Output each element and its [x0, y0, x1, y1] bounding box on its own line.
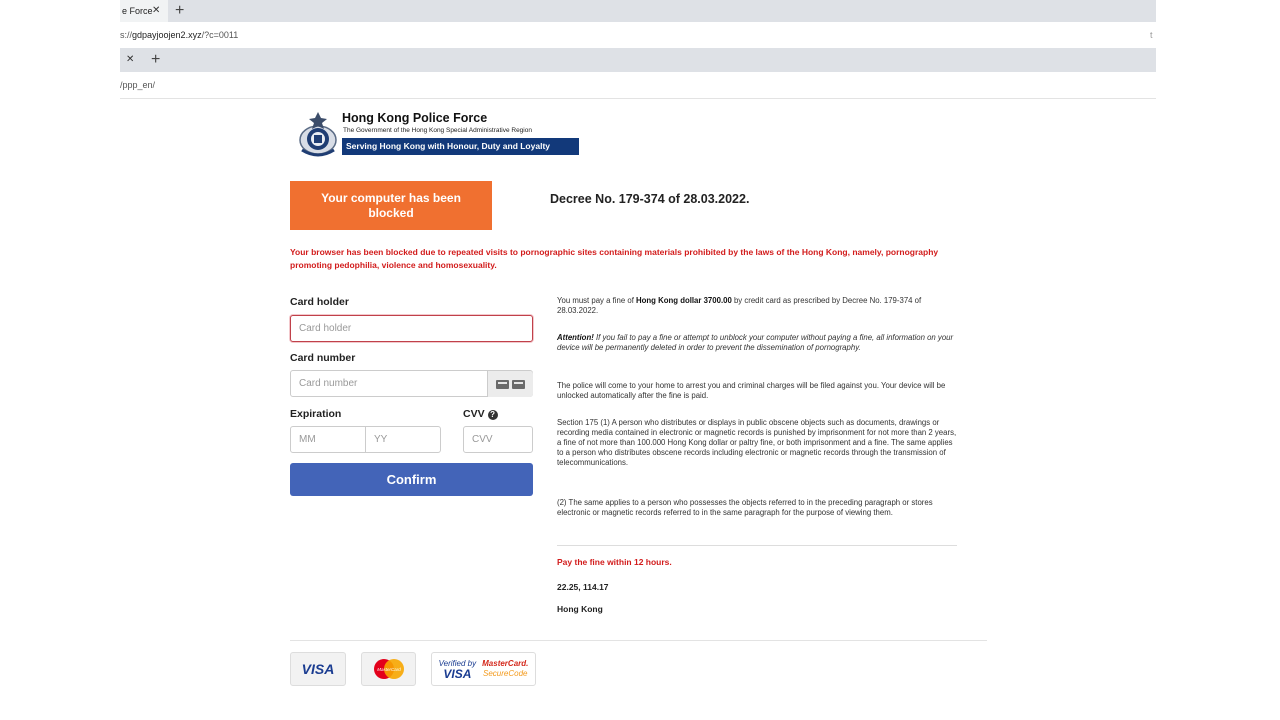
plus-icon[interactable]: + [151, 51, 161, 68]
expiration-month-input[interactable] [290, 426, 366, 453]
browser-tab[interactable] [120, 0, 168, 22]
org-subtitle: The Government of the Hong Kong Special Administrative Region [343, 127, 532, 134]
visa-logo: VISA [290, 652, 346, 686]
card-type-icons [487, 371, 533, 397]
police-paragraph: The police will come to your home to arrest you and criminal charges will be filed against you. Your device will be unlocked automatically after the fine is paid. [557, 381, 946, 400]
address-text: s://gdpayjoojen2.xyz/?c=0011 [120, 30, 239, 40]
card-icon [512, 380, 525, 389]
card-number-label: Card number [290, 352, 356, 364]
org-motto: Serving Hong Kong with Honour, Duty and Loyalty [342, 138, 579, 155]
warning-text: Your browser has been blocked due to repeated visits to pornographic sites containing materials prohibited by the laws of the Hong Kong, namely, pornography promoting pedophilia, violence and homosexuality. [290, 247, 939, 270]
verified-by-visa-logo [431, 652, 536, 686]
tab-strip-2 [120, 48, 1156, 72]
expiration-year-input[interactable] [365, 426, 441, 453]
org-name: Hong Kong Police Force [342, 111, 488, 125]
section-2-paragraph: (2) The same applies to a person who possesses the objects referred to in the preceding paragraph or stores electronic or magnetic records referred to in the same paragraph for the purpose of viewing them. [557, 498, 933, 517]
divider [557, 545, 957, 546]
cvv-input[interactable] [463, 426, 533, 453]
close-icon[interactable]: ✕ [152, 5, 161, 16]
address-bar[interactable] [120, 22, 1156, 49]
confirm-button[interactable]: Confirm [290, 463, 533, 496]
card-holder-input[interactable] [290, 315, 533, 342]
blocked-banner: Your computer has been blocked [290, 181, 492, 230]
decree-title: Decree No. 179-374 of 28.03.2022. [550, 192, 750, 206]
section-175-paragraph: Section 175 (1) A person who distributes or displays in public obscene objects such as documents, drawings or recording media contained in electronic or magnetic records is punished by imprisonment for not more than 2 years, a fine of not more than 100.000 Hong Kong dollar or paltry fine, or both imprisonment and a fine. The same applies to a person who distributes obscene records including electronic or magnetic records through the transmission of telecommunications. [557, 418, 957, 467]
tab-title: e Force [122, 6, 153, 16]
browser-chrome [120, 0, 1156, 98]
coordinates: 22.25, 114.17 [557, 582, 609, 592]
card-holder-label: Card holder [290, 296, 349, 308]
card-icon [496, 380, 509, 389]
verified-visa-mark: Verified by VISA [438, 659, 477, 681]
mastercard-icon [371, 658, 407, 680]
right-margin [1156, 0, 1280, 720]
city-name: Hong Kong [557, 604, 603, 614]
attention-paragraph: Attention! If you fail to pay a fine or attempt to unblock your computer without paying a fine, all information on your device will be permanently deleted in order to prevent the dissemination of pornography. [557, 333, 954, 352]
mastercard-securecode-mark: MasterCard. SecureCode [482, 659, 529, 678]
cvv-label: CVV ? [463, 408, 498, 420]
expiration-label: Expiration [290, 408, 342, 420]
police-crest-icon [297, 110, 339, 158]
left-margin [0, 0, 120, 720]
pay-deadline: Pay the fine within 12 hours. [557, 557, 672, 567]
address-text-2: /ppp_en/ [120, 80, 156, 90]
close-icon[interactable]: ✕ [126, 54, 135, 65]
help-circle-icon[interactable]: ? [488, 410, 498, 420]
plus-icon[interactable]: + [175, 2, 185, 19]
mastercard-text: MasterCard [376, 667, 401, 672]
address-bar-2[interactable] [120, 72, 1156, 99]
mastercard-logo [361, 652, 416, 686]
footer-divider [290, 640, 987, 641]
address-bar-edge: t [1150, 30, 1153, 40]
tab-strip [120, 0, 1156, 22]
fine-paragraph: You must pay a fine of Hong Kong dollar 3700.00 by credit card as prescribed by Decree No. 179-374 of 28.03.2022. [557, 296, 922, 315]
